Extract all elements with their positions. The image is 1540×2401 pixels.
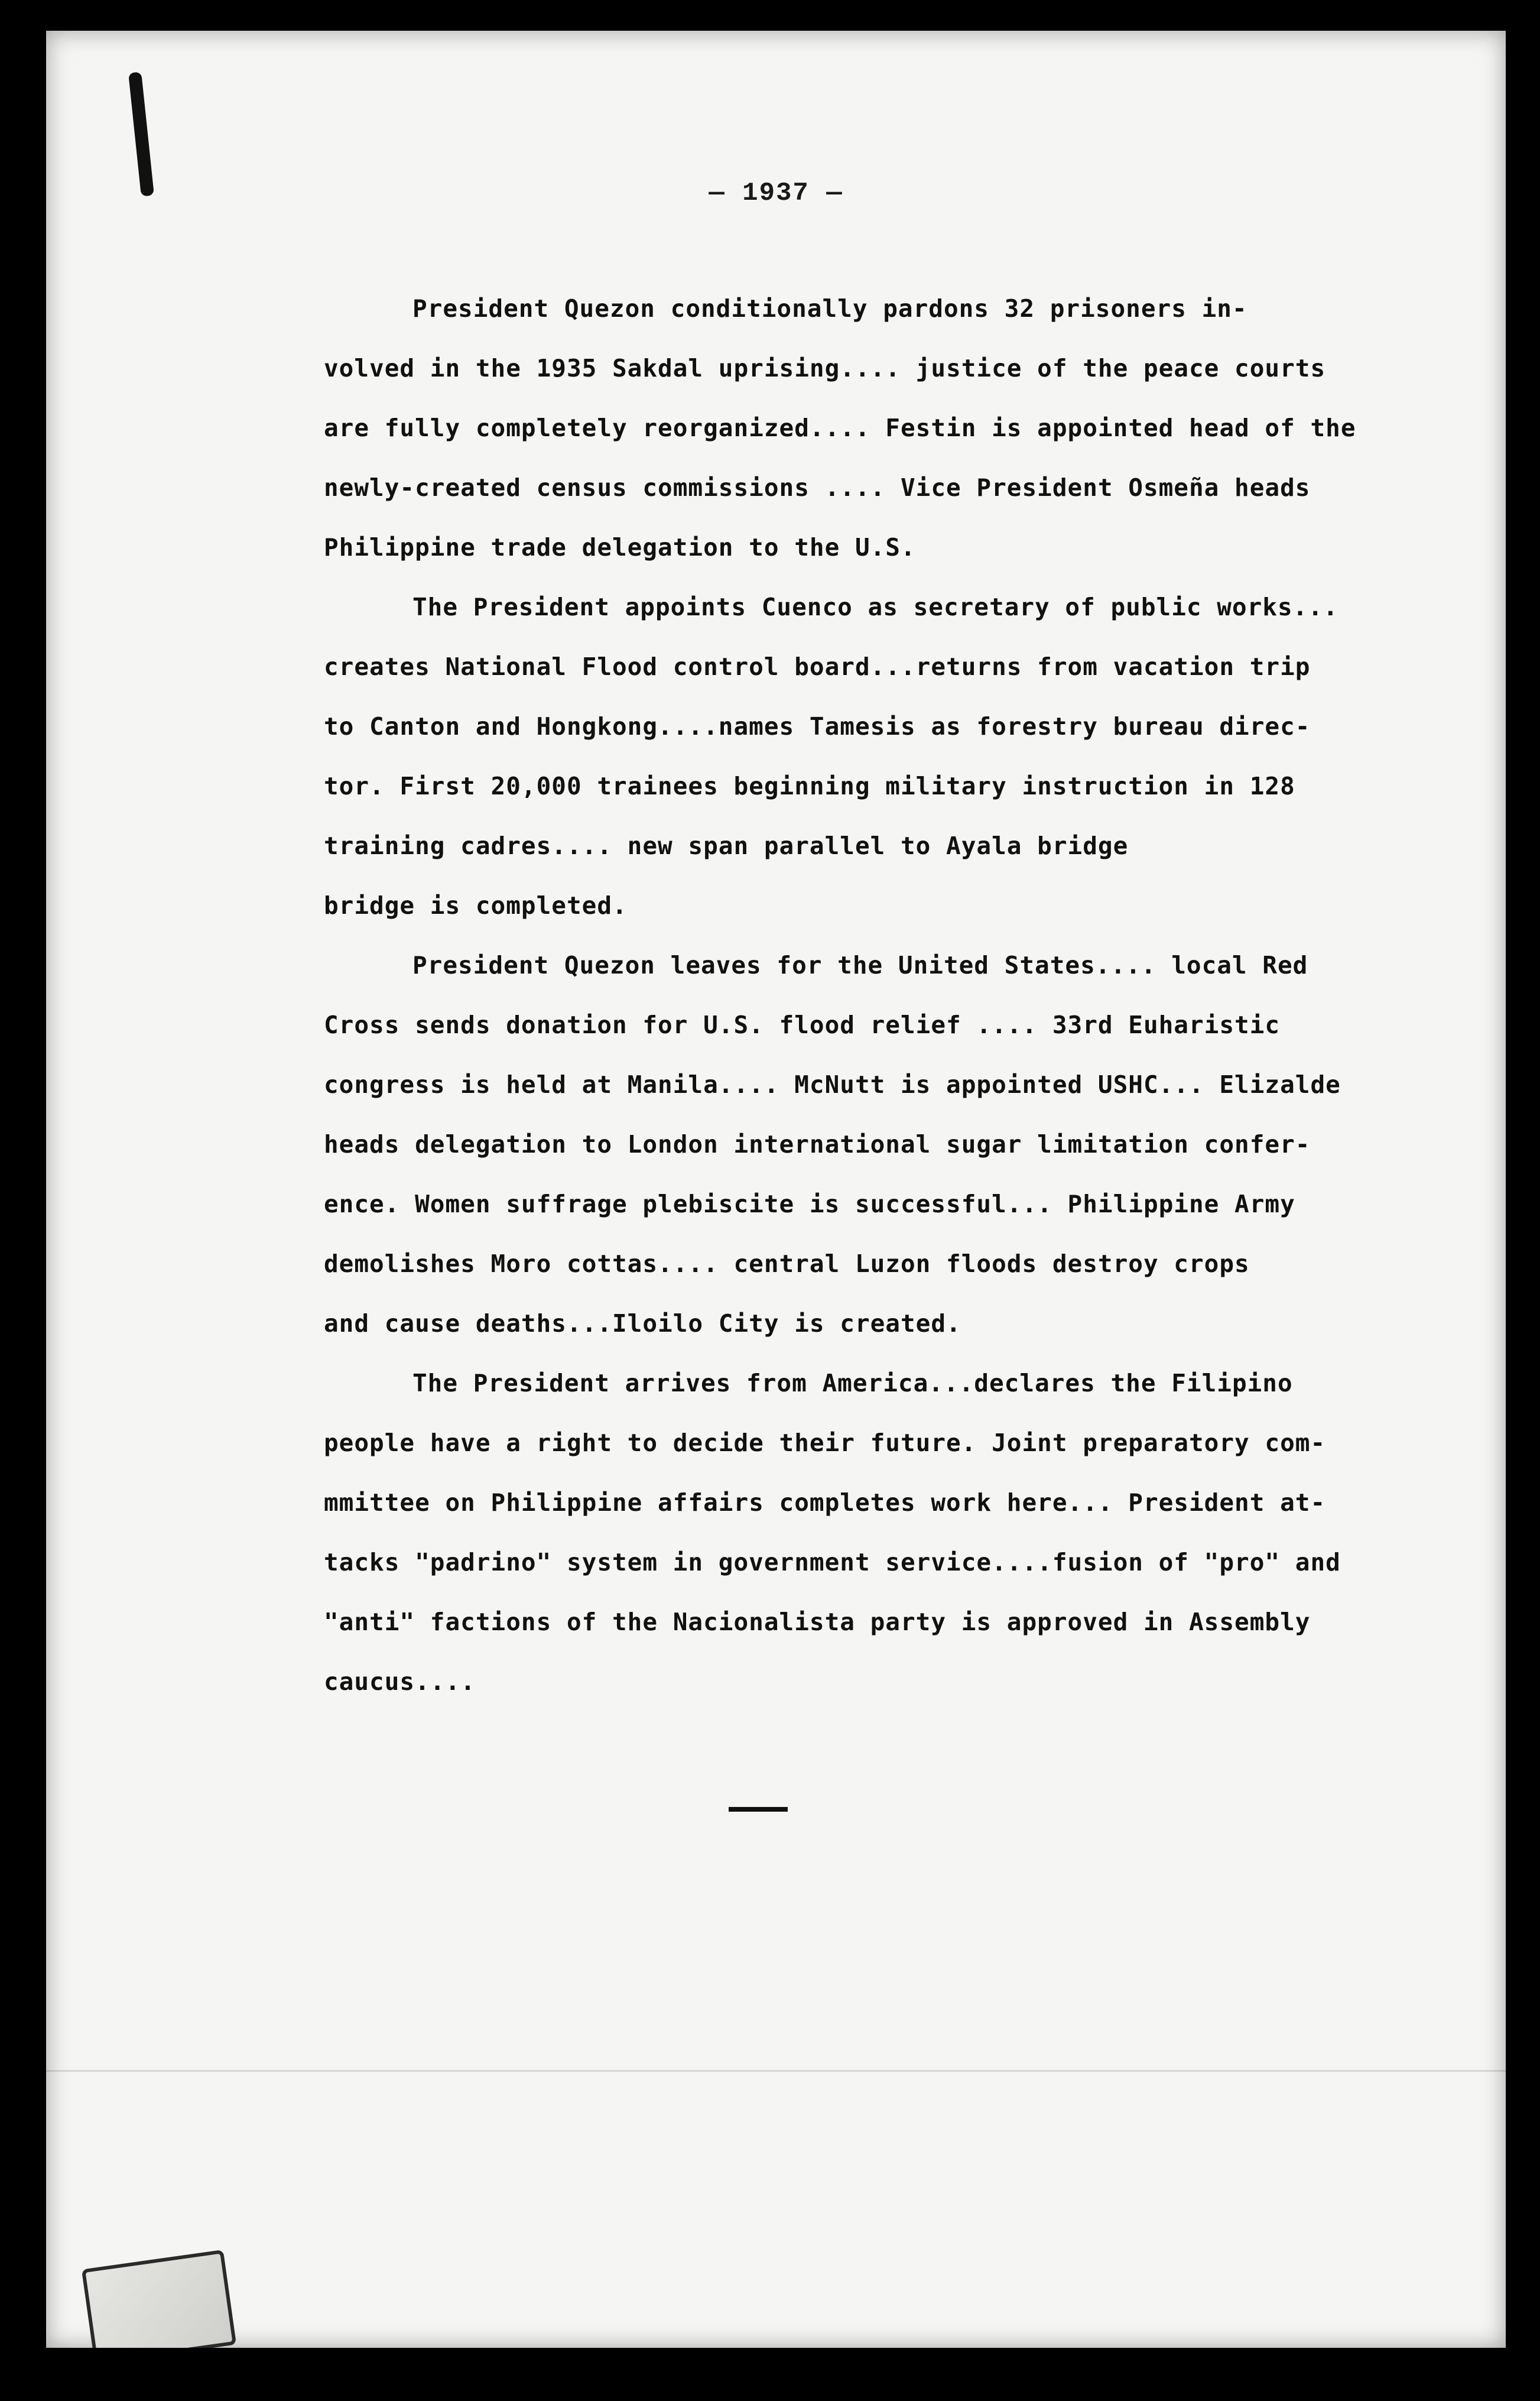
paragraph-3: President Quezon leaves for the United States.... local Red Cross sends donation for U.S. flood relief .... 33rd Euharistic congress is held at Manila.... McNutt is appointed USHC... Elizalde heads delegation to London international sugar limitation confer- ence. Women suffrage plebiscite is successful... Philippine Army demolishes Moro cottas.... central Luzon floods destroy crops and cause deaths...Iloilo City is created. [324,951,1341,1338]
paragraph-4: The President arrives from America...declares the Filipino people have a right to decide their future. Joint preparatory com- mmittee on Philippine affairs completes work here... President at- tacks "padrino" system in government service....fusion of "pro" and "anti" factions of the Nacionalista party is approved in Assembly caucus.... [324,1369,1341,1696]
section-divider [729,1807,788,1812]
paragraph-1: President Quezon conditionally pardons 32 prisoners in- volved in the 1935 Sakdal uprising.... justice of the peace courts are fully completely reorganized.... Festin is appointed head of the newly-created census commissions .... Vice President Osmeña heads Philippine trade delegation to the U.S. [324,294,1356,562]
folded-corner [82,2250,236,2348]
body-text [324,279,1399,1712]
document-page [46,31,1506,2348]
ink-mark [128,72,154,196]
paragraph-2: The President appoints Cuenco as secretary of public works... creates National Flood control board...returns from vacation trip to Canton and Hongkong....names Tamesis as forestry bureau direc- tor. First 20,000 trainees beginning military instruction in 128 training cadres.... new span parallel to Ayala bridge bridge is completed. [324,593,1338,920]
year-header: — 1937 — [709,179,843,208]
